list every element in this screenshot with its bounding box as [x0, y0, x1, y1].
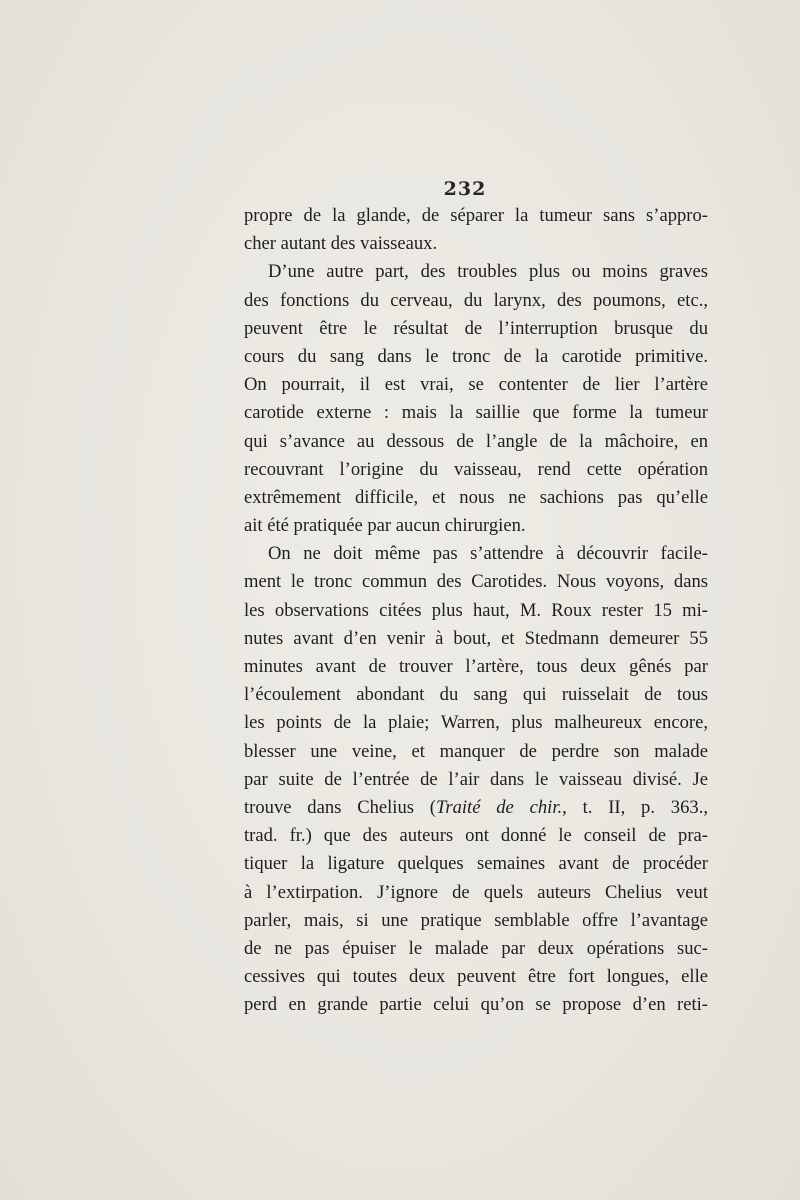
text-line: cessives qui toutes deux peuvent être fort longues, elle: [244, 966, 708, 988]
italic-title: Traité de chir.: [436, 796, 563, 818]
text-line: les points de la plaie; Warren, plus malheureux encore,: [244, 712, 708, 734]
text-line: tiquer la ligature quelques semaines avant de procéder: [244, 853, 708, 875]
text-line-citation: [244, 794, 708, 822]
text-line: par suite de l’entrée de l’air dans le vaisseau divisé. Je: [244, 768, 708, 790]
text-line: propre de la glande, de séparer la tumeur sans s’appro-: [244, 205, 708, 226]
text-line: cher autant des vaisseaux.: [244, 233, 438, 255]
text-line: qui s’avance au dessous de l’angle de la mâchoire, en: [244, 430, 708, 452]
text-line: trad. fr.) que des auteurs ont donné le conseil de pra-: [244, 825, 708, 847]
text-line: recouvrant l’origine du vaisseau, rend cette opération: [244, 458, 708, 480]
text-line: à l’extirpation. J’ignore de quels auteurs Chelius veut: [244, 881, 708, 903]
text-line: On pourrait, il est vrai, se contenter de lier l’artère: [244, 374, 708, 396]
text-fragment: trouve dans Chelius (: [244, 796, 437, 818]
text-line: ait été pratiquée par aucun chirurgien.: [244, 515, 526, 537]
text-line: On ne doit même pas s’attendre à découvrir facile-: [268, 543, 708, 565]
text-line: l’écoulement abondant du sang qui ruisselait de tous: [244, 684, 708, 706]
text-line: extrêmement difficile, et nous ne sachions pas qu’elle: [244, 486, 708, 508]
text-line: de ne pas épuiser le malade par deux opérations suc-: [244, 937, 708, 959]
text-line: les observations citées plus haut, M. Roux rester 15 mi-: [244, 599, 708, 621]
text-line: peuvent être le résultat de l’interruption brusque du: [244, 317, 708, 339]
text-line: blesser une veine, et manquer de perdre son malade: [244, 740, 708, 762]
text-line: D’une autre part, des troubles plus ou moins graves: [268, 261, 708, 283]
text-line: parler, mais, si une pratique semblable offre l’avantage: [244, 909, 708, 931]
text-fragment: , t. II, p. 363.,: [562, 796, 708, 818]
page-number: 232: [443, 178, 487, 200]
text-line: perd en grande partie celui qu’on se propose d’en reti-: [244, 994, 708, 1016]
text-line: des fonctions du cerveau, du larynx, des poumons, etc.,: [244, 289, 708, 311]
text-line: ment le tronc commun des Carotides. Nous voyons, dans: [244, 571, 708, 593]
text-line: cours du sang dans le tronc de la carotide primitive.: [244, 345, 708, 367]
text-line: carotide externe : mais la saillie que forme la tumeur: [244, 402, 708, 424]
body-text: [244, 202, 708, 1019]
text-line: nutes avant d’en venir à bout, et Stedmann demeurer 55: [244, 627, 708, 649]
text-line: minutes avant de trouver l’artère, tous deux gênés par: [244, 656, 708, 677]
